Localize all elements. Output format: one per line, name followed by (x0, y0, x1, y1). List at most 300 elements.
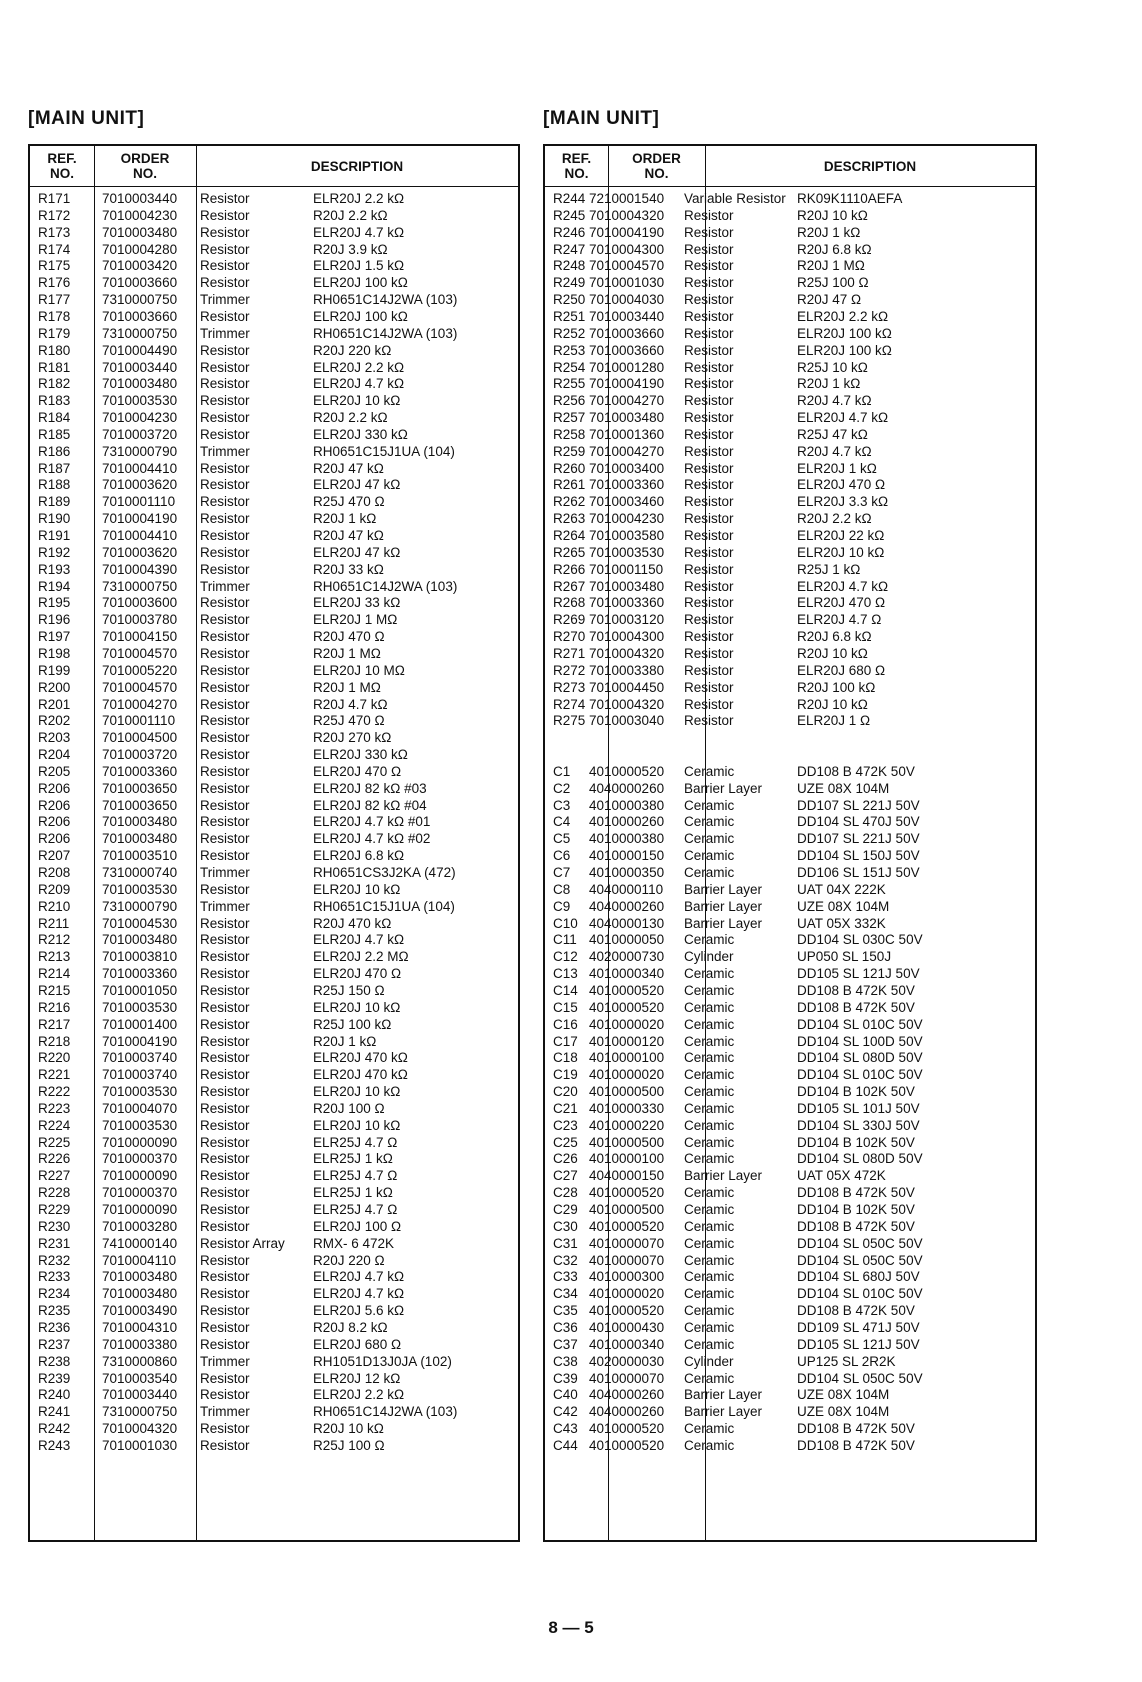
part-spec-cell: DD108 B 472K 50V (797, 1303, 915, 1319)
order-no-cell: 7210001540 (589, 191, 665, 206)
ref-no-header (30, 146, 94, 186)
ref-header-line2: NO. (49, 166, 74, 181)
part-type-cell: Resistor (200, 1050, 250, 1066)
order-no-cell: 7010003530 (102, 1117, 178, 1133)
table-row (30, 662, 518, 680)
table-row (545, 898, 1035, 916)
table-row (30, 1016, 518, 1034)
ref-no-cell: R245 (553, 207, 586, 223)
table-row (545, 1016, 1035, 1034)
table-row (30, 1319, 518, 1337)
part-spec-cell: R20J 47 kΩ (313, 528, 384, 543)
part-spec-cell: DD106 SL 151J 50V (797, 865, 920, 880)
part-spec-cell: ELR20J 1 MΩ (313, 612, 398, 628)
ref-no-cell: R225 (38, 1134, 71, 1150)
order-no-cell: 7010004190 (102, 1033, 178, 1049)
part-type-cell: Ceramic (684, 1084, 735, 1100)
table-row (30, 1252, 518, 1270)
table-row (30, 611, 518, 629)
order-no-cell: 7010004070 (102, 1100, 178, 1116)
part-type-cell: Ceramic (684, 1202, 735, 1217)
part-type-cell: Resistor (200, 308, 250, 324)
ref-no-cell: R218 (38, 1033, 71, 1049)
ref-no-cell: R240 (38, 1387, 71, 1403)
ref-no-cell: C2 (553, 780, 571, 796)
ref-no-cell: R222 (38, 1084, 71, 1100)
part-spec-cell: DD108 B 472K 50V (797, 1437, 915, 1453)
order-no-cell: 7010003530 (589, 544, 665, 560)
ref-no-cell: R217 (38, 1016, 71, 1032)
table-row (545, 1134, 1035, 1152)
part-type-cell: Resistor (200, 258, 250, 274)
order-no-cell: 7010003360 (102, 763, 178, 779)
table-row (545, 1066, 1035, 1084)
part-type-cell: Ceramic (684, 1218, 735, 1234)
ref-no-cell: C5 (553, 831, 571, 847)
part-spec-cell: DD104 SL 050C 50V (797, 1252, 923, 1268)
ref-no-cell: R178 (38, 308, 71, 324)
order-no-cell: 7010001030 (102, 1437, 178, 1453)
table-row (545, 1184, 1035, 1202)
order-no-cell: 7010004320 (589, 207, 665, 223)
page-number: 8 — 5 (548, 1618, 594, 1637)
order-no-cell: 7010001280 (589, 359, 665, 375)
part-spec-cell: ELR20J 470 Ω (313, 966, 402, 982)
ref-no-cell: R188 (38, 477, 71, 493)
ref-no-cell: C20 (553, 1084, 578, 1100)
order-no-cell: 4010000340 (589, 1336, 665, 1352)
ref-no-cell: R210 (38, 898, 71, 914)
part-spec-cell: R25J 47 kΩ (797, 426, 868, 442)
part-spec-cell: R25J 100 Ω (313, 1437, 385, 1453)
part-type-cell: Resistor (200, 224, 250, 240)
order-no-cell: 7010004530 (102, 915, 178, 931)
part-type-cell: Resistor (684, 561, 734, 577)
part-type-cell: Ceramic (684, 1235, 735, 1251)
order-no-cell: 4010000070 (589, 1235, 665, 1251)
order-no-cell: 7010004570 (102, 645, 178, 661)
ref-no-cell: R259 (553, 443, 586, 459)
ref-no-cell: R255 (553, 376, 586, 392)
table-row (545, 813, 1035, 831)
table-row (545, 712, 1035, 730)
part-spec-cell: RH0651C14J2WA (103) (313, 1404, 458, 1420)
part-spec-cell: DD104 SL 080D 50V (797, 1151, 923, 1167)
order-no-cell: 7010004280 (102, 241, 178, 257)
table-row (30, 578, 518, 596)
part-spec-cell: R20J 47 kΩ (313, 460, 384, 476)
part-spec-cell: DD104 B 102K 50V (797, 1202, 915, 1217)
part-type-cell: Resistor (684, 393, 734, 409)
ref-no-cell: R249 (553, 275, 586, 291)
order-no-cell: 4010000120 (589, 1033, 665, 1049)
table-row (30, 291, 518, 309)
table-row (30, 1370, 518, 1388)
ref-no-cell: R207 (38, 848, 71, 864)
ref-no-cell: C42 (553, 1404, 578, 1420)
table-row (545, 1302, 1035, 1320)
part-type-cell: Resistor (200, 932, 250, 948)
table-row (30, 392, 518, 410)
part-type-cell: Resistor (200, 1185, 250, 1201)
part-spec-cell: UP050 SL 150J (797, 949, 892, 965)
table-row (545, 392, 1035, 410)
part-type-cell: Resistor (684, 325, 734, 341)
order-no-cell: 4010000380 (589, 797, 665, 813)
part-spec-cell: ELR20J 4.7 kΩ (313, 224, 405, 240)
table-row (545, 696, 1035, 714)
ref-no-cell: R250 (553, 292, 586, 308)
ref-no-cell: R209 (38, 881, 71, 897)
order-no-cell: 7310000750 (102, 292, 178, 308)
part-spec-cell: R20J 10 kΩ (797, 645, 868, 661)
part-type-cell: Resistor (684, 578, 734, 594)
order-no-cell: 7010003440 (102, 359, 178, 375)
part-spec-cell: ELR20J 100 kΩ (313, 308, 408, 324)
part-spec-cell: DD105 SL 121J 50V (797, 1336, 920, 1352)
order-no-cell: 7010004300 (589, 241, 665, 257)
header-divider (545, 186, 1035, 187)
table-row (30, 241, 518, 259)
ref-no-cell: C14 (553, 982, 578, 998)
part-spec-cell: ELR20J 470 Ω (797, 595, 886, 611)
table-row (545, 628, 1035, 646)
order-no-cell: 4010000520 (589, 1303, 665, 1319)
table-row (545, 561, 1035, 579)
ref-no-cell: R174 (38, 241, 71, 257)
part-type-cell: Resistor (200, 410, 250, 426)
ref-no-cell: C39 (553, 1370, 578, 1386)
ref-no-cell: C16 (553, 1016, 578, 1032)
table-row (545, 1218, 1035, 1236)
part-spec-cell: R20J 10 kΩ (797, 207, 868, 223)
table-row (545, 375, 1035, 393)
part-type-cell: Resistor (200, 713, 250, 729)
order-no-cell: 7010003280 (102, 1218, 178, 1234)
table-row (30, 982, 518, 1000)
table-row (545, 1117, 1035, 1135)
ref-no-cell: R220 (38, 1050, 71, 1066)
order-no-cell: 7010003480 (102, 224, 178, 240)
order-no-cell: 4010000330 (589, 1100, 665, 1116)
part-type-cell: Barrier Layer (684, 898, 763, 914)
part-type-cell: Ceramic (684, 1033, 735, 1049)
table-row (545, 847, 1035, 865)
ref-no-cell: R182 (38, 376, 71, 392)
part-spec-cell: DD109 SL 471J 50V (797, 1319, 920, 1335)
order-no-cell: 7010003660 (589, 325, 665, 341)
part-type-cell: Resistor (684, 595, 734, 611)
order-no-cell: 7010004190 (589, 376, 665, 392)
part-type-cell: Barrier Layer (684, 1387, 763, 1403)
ref-no-cell: R211 (38, 915, 70, 931)
table-row (30, 308, 518, 326)
order-no-cell: 7010003380 (102, 1336, 178, 1352)
table-row (30, 409, 518, 427)
ref-no-cell: R171 (38, 191, 71, 206)
ref-no-cell: R257 (553, 410, 586, 426)
part-type-cell: Ceramic (684, 1067, 735, 1083)
ref-no-cell: C32 (553, 1252, 578, 1268)
order-no-cell: 4010000070 (589, 1370, 665, 1386)
part-spec-cell: ELR20J 6.8 kΩ (313, 848, 405, 864)
ref-no-cell: R226 (38, 1151, 71, 1167)
part-type-cell: Resistor (200, 831, 250, 847)
part-type-cell: Resistor (200, 460, 250, 476)
part-spec-cell: ELR20J 680 Ω (797, 662, 886, 678)
table-row (30, 527, 518, 545)
part-spec-cell: ELR20J 10 kΩ (797, 544, 885, 560)
table-row (30, 1420, 518, 1438)
order-no-cell: 7410000140 (102, 1235, 178, 1251)
order-header-line2: NO. (644, 166, 669, 181)
order-no-cell: 7010001150 (589, 561, 664, 577)
part-spec-cell: UZE 08X 104M (797, 898, 890, 914)
part-type-cell: Resistor (684, 662, 734, 678)
part-spec-cell: DD104 SL 010C 50V (797, 1286, 923, 1302)
table-row (545, 830, 1035, 848)
part-type-cell: Resistor (200, 1202, 250, 1217)
part-spec-cell: DD104 SL 050C 50V (797, 1370, 923, 1386)
order-no-cell: 4020000730 (589, 949, 665, 965)
part-type-cell: Barrier Layer (684, 881, 763, 897)
order-no-cell: 7010003480 (102, 1269, 178, 1285)
part-spec-cell: ELR20J 680 Ω (313, 1336, 402, 1352)
part-type-cell: Resistor (200, 881, 250, 897)
part-type-cell: Ceramic (684, 814, 735, 830)
table-row (545, 797, 1035, 815)
table-row (545, 359, 1035, 377)
ref-no-cell: R183 (38, 393, 71, 409)
part-type-cell: Resistor (200, 511, 250, 527)
part-spec-cell: R20J 4.7 kΩ (797, 443, 872, 459)
order-no-cell: 4010000300 (589, 1269, 665, 1285)
table-row (545, 578, 1035, 596)
table-row (545, 527, 1035, 545)
table-row (545, 999, 1035, 1017)
part-type-cell: Ceramic (684, 1421, 735, 1437)
order-no-cell: 4010000380 (589, 831, 665, 847)
order-no-cell: 7010003480 (589, 578, 665, 594)
part-spec-cell: R20J 33 kΩ (313, 561, 384, 577)
order-no-cell: 4010000050 (589, 932, 665, 948)
part-spec-cell: R20J 47 Ω (797, 292, 862, 308)
table-row (545, 274, 1035, 292)
part-spec-cell: ELR20J 33 kΩ (313, 595, 401, 611)
right-parts-table (543, 144, 1037, 1542)
ref-no-cell: C17 (553, 1033, 578, 1049)
order-no-cell: 4010000350 (589, 865, 665, 880)
order-no-cell: 4040000260 (589, 780, 665, 796)
ref-no-cell: R229 (38, 1202, 71, 1217)
part-spec-cell: ELR20J 4.7 kΩ #02 (313, 831, 431, 847)
part-spec-cell: DD104 SL 100D 50V (797, 1033, 923, 1049)
part-type-cell: Resistor (200, 966, 250, 982)
part-spec-cell: UAT 05X 332K (797, 915, 886, 931)
table-row (30, 965, 518, 983)
table-row (30, 780, 518, 798)
order-no-cell: 7010003480 (102, 376, 178, 392)
part-type-cell: Resistor (684, 528, 734, 543)
order-no-cell: 7010004190 (589, 224, 665, 240)
part-spec-cell: ELR20J 470 Ω (313, 763, 402, 779)
table-row (30, 1386, 518, 1404)
order-no-cell: 7010003660 (589, 342, 665, 358)
ref-no-cell: R271 (553, 645, 586, 661)
part-spec-cell: R20J 8.2 kΩ (313, 1319, 388, 1335)
part-type-cell: Resistor (200, 797, 250, 813)
ref-no-cell: C40 (553, 1387, 578, 1403)
part-spec-cell: UP125 SL 2R2K (797, 1353, 896, 1369)
part-spec-cell: R25J 470 Ω (313, 713, 385, 729)
ref-no-cell: R181 (38, 359, 71, 375)
order-no-cell: 7010004500 (102, 730, 178, 746)
part-type-cell: Ceramic (684, 982, 735, 998)
table-row (30, 645, 518, 663)
ref-no-cell: R190 (38, 511, 71, 527)
order-no-cell: 4010000520 (589, 1421, 665, 1437)
order-no-cell: 7010003120 (589, 612, 665, 628)
part-type-cell: Resistor (200, 1067, 250, 1083)
order-no-cell: 7010003530 (102, 1084, 178, 1100)
ref-no-cell: R179 (38, 325, 71, 341)
ref-no-cell: R202 (38, 713, 71, 729)
ref-no-cell: C25 (553, 1134, 578, 1150)
order-no-cell: 4010000520 (589, 763, 665, 779)
part-type-cell: Resistor (200, 1319, 250, 1335)
table-row (30, 1033, 518, 1051)
ref-no-cell: R258 (553, 426, 586, 442)
order-no-cell: 4040000110 (589, 881, 664, 897)
order-no-cell: 7010004270 (589, 443, 665, 459)
part-spec-cell: ELR20J 22 kΩ (797, 528, 885, 543)
ref-no-cell: R231 (38, 1235, 71, 1251)
part-spec-cell: DD104 B 102K 50V (797, 1084, 915, 1100)
order-no-cell: 7010003360 (589, 595, 665, 611)
order-no-cell: 7010003620 (102, 477, 178, 493)
ref-no-cell: C35 (553, 1303, 578, 1319)
table-row (545, 746, 1035, 764)
table-row (30, 763, 518, 781)
part-spec-cell: R20J 2.2 kΩ (797, 511, 872, 527)
ref-no-cell: R197 (38, 629, 71, 645)
part-spec-cell: ELR20J 10 kΩ (313, 1084, 401, 1100)
ref-no-cell: C29 (553, 1202, 578, 1217)
table-row (545, 510, 1035, 528)
ref-no-cell: R196 (38, 612, 71, 628)
table-row (30, 679, 518, 697)
ref-no-cell: R265 (553, 544, 586, 560)
ref-no-cell: R177 (38, 292, 71, 308)
order-no-cell: 4010000500 (589, 1134, 665, 1150)
table-row (30, 1285, 518, 1303)
order-no-cell: 7010003460 (589, 494, 665, 510)
part-spec-cell: R20J 1 MΩ (797, 258, 865, 274)
table-row (30, 999, 518, 1017)
order-no-cell: 7010004230 (102, 410, 178, 426)
part-spec-cell: DD104 SL 330J 50V (797, 1117, 920, 1133)
ref-no-cell: R206 (38, 814, 71, 830)
ref-no-cell: R253 (553, 342, 586, 358)
description-header (705, 146, 1035, 186)
ref-no-cell: R275 (553, 713, 586, 729)
part-spec-cell: RH0651C14J2WA (103) (313, 578, 458, 594)
ref-no-cell: C30 (553, 1218, 578, 1234)
part-type-cell: Resistor (200, 1437, 250, 1453)
part-type-cell: Resistor (200, 191, 250, 206)
part-type-cell: Resistor (200, 241, 250, 257)
ref-header-line1: REF. (47, 151, 77, 166)
table-row (545, 965, 1035, 983)
part-type-cell: Resistor (684, 645, 734, 661)
part-type-cell: Resistor (200, 763, 250, 779)
part-spec-cell: ELR25J 4.7 Ω (313, 1134, 398, 1150)
table-row (545, 443, 1035, 461)
part-type-cell: Resistor (684, 359, 734, 375)
part-type-cell: Trimmer (200, 865, 250, 880)
part-spec-cell: ELR20J 10 kΩ (313, 1117, 401, 1133)
part-spec-cell: R20J 100 kΩ (797, 679, 876, 695)
order-no-cell: 7010000090 (102, 1202, 178, 1217)
table-row (30, 847, 518, 865)
part-spec-cell: ELR20J 4.7 kΩ (313, 1286, 405, 1302)
ref-no-cell: R261 (553, 477, 586, 493)
part-type-cell: Ceramic (684, 932, 735, 948)
ref-no-cell: R206 (38, 797, 71, 813)
ref-no-cell: C21 (553, 1100, 578, 1116)
ref-no-cell: R236 (38, 1319, 71, 1335)
table-row (30, 1201, 518, 1219)
ref-no-cell: R266 (553, 561, 586, 577)
part-spec-cell: RH0651C15J1UA (104) (313, 443, 455, 459)
order-no-cell: 7010000370 (102, 1151, 178, 1167)
table-row (30, 1066, 518, 1084)
part-spec-cell: ELR20J 82 kΩ #03 (313, 780, 427, 796)
part-type-cell: Resistor (200, 780, 250, 796)
table-row (545, 207, 1035, 225)
part-type-cell: Resistor (200, 1218, 250, 1234)
part-spec-cell: DD108 B 472K 50V (797, 1185, 915, 1201)
order-no-cell: 7010003480 (102, 831, 178, 847)
part-type-cell: Resistor (684, 258, 734, 274)
header-divider (30, 186, 518, 187)
part-spec-cell: R20J 1 kΩ (313, 511, 377, 527)
part-spec-cell: RH0651CS3J2KA (472) (313, 865, 456, 880)
table-row (545, 1100, 1035, 1118)
table-row (545, 729, 1035, 747)
table-row (545, 1353, 1035, 1371)
part-type-cell: Resistor (200, 1117, 250, 1133)
part-spec-cell: RH1051D13J0JA (102) (313, 1353, 452, 1369)
ref-no-cell: R262 (553, 494, 586, 510)
table-row (545, 931, 1035, 949)
table-row (30, 359, 518, 377)
order-no-cell: 7010003600 (102, 595, 178, 611)
part-spec-cell: ELR20J 2.2 kΩ (313, 191, 405, 206)
part-type-cell: Resistor (684, 629, 734, 645)
table-row (545, 257, 1035, 275)
order-no-cell: 7310000790 (102, 898, 178, 914)
ref-no-cell: R248 (553, 258, 586, 274)
description-header (196, 146, 518, 186)
part-spec-cell: R25J 470 Ω (313, 494, 385, 510)
ref-no-cell: R233 (38, 1269, 71, 1285)
ref-no-cell: C4 (553, 814, 571, 830)
table-row (545, 426, 1035, 444)
part-spec-cell: DD104 SL 010C 50V (797, 1016, 923, 1032)
part-spec-cell: R20J 6.8 kΩ (797, 629, 872, 645)
table-row (30, 931, 518, 949)
